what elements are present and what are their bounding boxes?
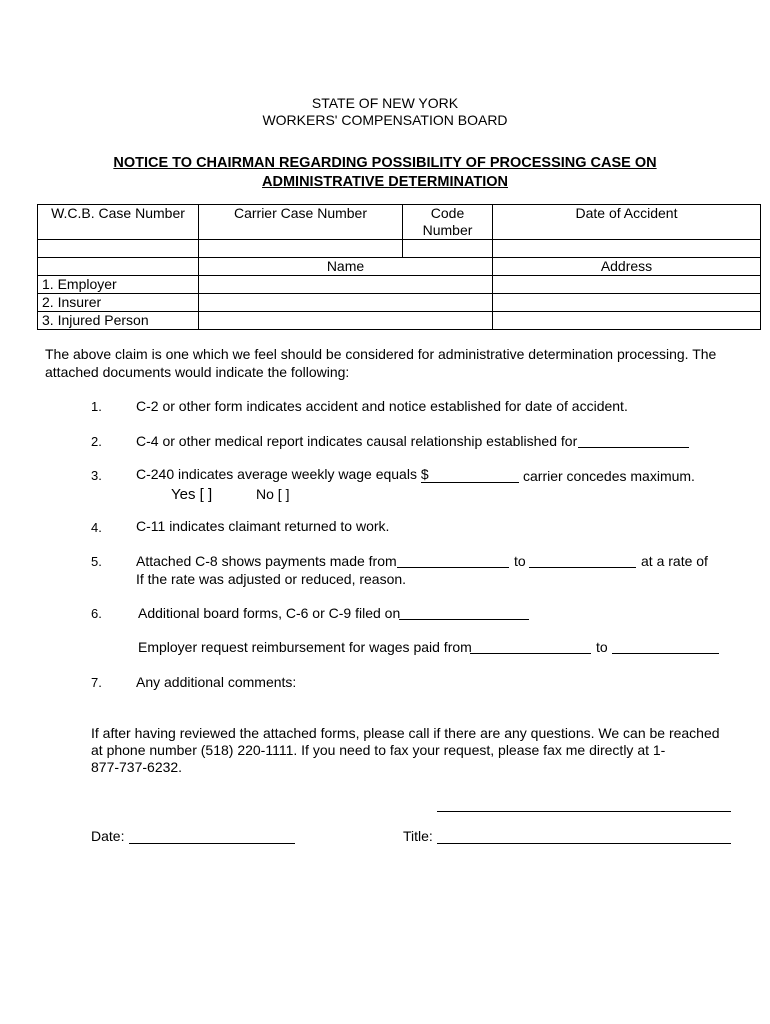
header-date-of-accident: Date of Accident <box>493 205 761 240</box>
title-label: Title: <box>403 828 433 844</box>
insurer-address-field[interactable] <box>493 294 761 312</box>
row-label-employer: 1. Employer <box>38 276 199 294</box>
item-4-number: 4. <box>91 520 102 535</box>
item-1-text: C-2 or other form indicates accident and notice established for date of accident. <box>136 398 628 414</box>
item-7-number: 7. <box>91 675 102 690</box>
item-3-number: 3. <box>91 468 102 483</box>
insurer-name-field[interactable] <box>199 294 493 312</box>
item-6-reimbursement: Employer request reimbursement for wages paid from <box>138 639 472 655</box>
title-blank[interactable] <box>437 843 731 844</box>
injured-person-name-field[interactable] <box>199 312 493 330</box>
forms-filed-blank[interactable] <box>399 619 529 620</box>
agency-state: STATE OF NEW YORK <box>311 95 459 111</box>
case-info-table <box>37 204 761 258</box>
closing-line3: 877-737-6232. <box>91 759 183 775</box>
date-of-accident-field[interactable] <box>493 240 761 258</box>
intro-line1: The above claim is one which we feel should be considered for administrative determination processing. The <box>45 346 717 362</box>
wcb-case-number-field[interactable] <box>38 240 199 258</box>
yes-checkbox[interactable]: Yes [ ] <box>171 486 213 503</box>
no-checkbox[interactable]: No [ ] <box>256 486 290 502</box>
row-label-injured-person: 3. Injured Person <box>38 312 199 330</box>
weekly-wage-blank[interactable] <box>421 482 519 483</box>
item-2-text: C-4 or other medical report indicates causal relationship established for <box>136 433 578 449</box>
item-6-number: 6. <box>91 606 102 621</box>
item-5-rate: at a rate of <box>641 553 708 569</box>
item-3-text-suffix: carrier concedes maximum. <box>523 468 695 484</box>
item-5-to: to <box>514 553 526 569</box>
item-5-text: Attached C-8 shows payments made from <box>136 553 397 569</box>
item-5-number: 5. <box>91 554 102 569</box>
row-label-insurer: 2. Insurer <box>38 294 199 312</box>
signature-line[interactable] <box>437 811 731 812</box>
closing-line1: If after having reviewed the attached forms, please call if there are any questions. We can be reached <box>91 725 720 741</box>
item-3-text: C-240 indicates average weekly wage equals $ <box>136 466 429 482</box>
carrier-case-number-field[interactable] <box>199 240 403 258</box>
payments-from-blank[interactable] <box>397 567 509 568</box>
header-wcb-case-number: W.C.B. Case Number <box>38 205 199 240</box>
injured-person-address-field[interactable] <box>493 312 761 330</box>
causal-relationship-blank[interactable] <box>578 447 689 448</box>
header-carrier-case-number: Carrier Case Number <box>199 205 403 240</box>
date-label: Date: <box>91 828 125 844</box>
parties-table <box>37 257 761 330</box>
date-blank[interactable] <box>129 843 295 844</box>
form-title-line1: NOTICE TO CHAIRMAN REGARDING POSSIBILITY OF PROCESSING CASE ON <box>113 155 657 171</box>
item-1-number: 1. <box>91 399 102 414</box>
wages-from-blank[interactable] <box>470 653 591 654</box>
form-title-line2: ADMINISTRATIVE DETERMINATION <box>262 174 508 190</box>
employer-name-field[interactable] <box>199 276 493 294</box>
intro-line2: attached documents would indicate the following: <box>45 364 350 380</box>
item-7-text: Any additional comments: <box>136 674 297 690</box>
item-6-text: Additional board forms, C-6 or C-9 filed on <box>138 605 401 621</box>
item-6-to: to <box>596 639 608 655</box>
payments-to-blank[interactable] <box>529 567 636 568</box>
item-4-text: C-11 indicates claimant returned to work. <box>136 518 390 534</box>
header-name: Name <box>199 258 493 276</box>
code-number-field[interactable] <box>403 240 493 258</box>
header-code-number: Code Number <box>403 205 493 240</box>
header-address: Address <box>493 258 761 276</box>
employer-address-field[interactable] <box>493 276 761 294</box>
wages-to-blank[interactable] <box>612 653 719 654</box>
item-5-reason: If the rate was adjusted or reduced, reason. <box>136 571 407 587</box>
item-2-number: 2. <box>91 434 102 449</box>
agency-board: WORKERS' COMPENSATION BOARD <box>262 112 508 128</box>
closing-line2: at phone number (518) 220-1111. If you need to fax your request, please fax me directly at 1- <box>91 742 666 758</box>
